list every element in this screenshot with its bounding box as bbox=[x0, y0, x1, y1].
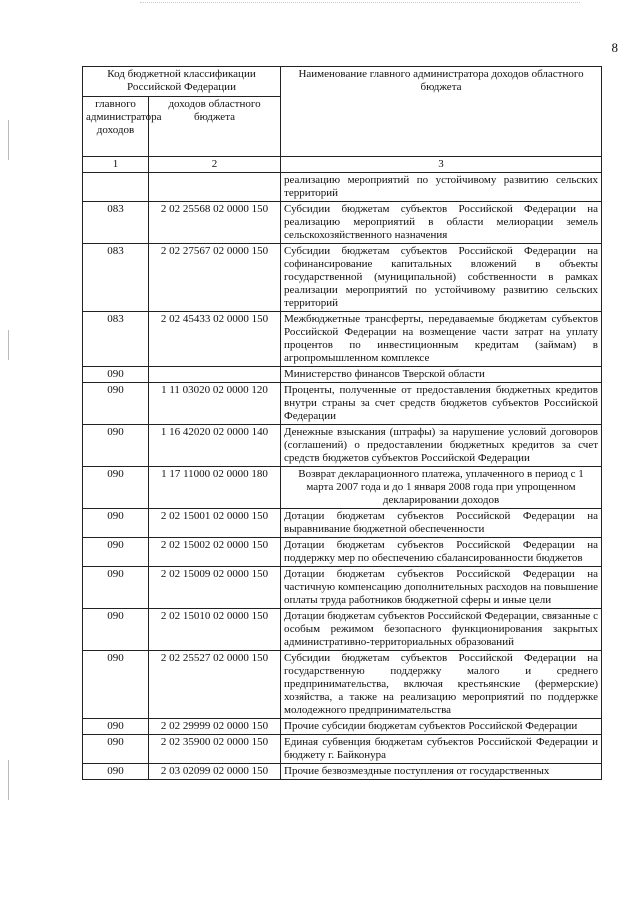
admin-code-cell: 090 bbox=[83, 425, 149, 467]
column-number-3: 3 bbox=[281, 157, 602, 173]
table-row bbox=[83, 719, 602, 735]
table-row bbox=[83, 609, 602, 651]
income-code-cell: 2 02 15001 02 0000 150 bbox=[149, 509, 281, 538]
name-cell: Субсидии бюджетам субъектов Российской Федерации на софинансирование капитальных вложений в объекты государственной (муниципальной) собственности в рамках реализации мероприятий по устойчивому развитию сельских территорий bbox=[281, 244, 602, 312]
admin-code-cell: 090 bbox=[83, 467, 149, 509]
admin-code-cell: 090 bbox=[83, 538, 149, 567]
income-code-cell: 2 02 35900 02 0000 150 bbox=[149, 735, 281, 764]
name-cell: Дотации бюджетам субъектов Российской Федерации на выравнивание бюджетной обеспеченности bbox=[281, 509, 602, 538]
income-code-cell: 2 02 15010 02 0000 150 bbox=[149, 609, 281, 651]
income-code-cell: 1 17 11000 02 0000 180 bbox=[149, 467, 281, 509]
column-number-1: 1 bbox=[83, 157, 149, 173]
name-cell: Денежные взыскания (штрафы) за нарушение условий договоров (соглашений) о предоставлении бюджетных кредитов за счет средств бюджетов субъектов Российской Федерации bbox=[281, 425, 602, 467]
header-group-title: Код бюджетной классификации Российской Федерации bbox=[83, 67, 281, 97]
name-cell: Прочие безвозмездные поступления от государственных bbox=[281, 764, 602, 780]
income-code-cell: 2 03 02099 02 0000 150 bbox=[149, 764, 281, 780]
table-row bbox=[83, 735, 602, 764]
income-code-cell: 2 02 15002 02 0000 150 bbox=[149, 538, 281, 567]
income-code-cell: 2 02 25527 02 0000 150 bbox=[149, 651, 281, 719]
income-code-cell: 2 02 15009 02 0000 150 bbox=[149, 567, 281, 609]
name-cell: Субсидии бюджетам субъектов Российской Федерации на реализацию мероприятий в области мелиорации земель сельскохозяйственного назначения bbox=[281, 202, 602, 244]
table-row bbox=[83, 567, 602, 609]
name-cell: Дотации бюджетам субъектов Российской Федерации на частичную компенсацию дополнительных расходов на повышение оплаты труда работников бюджетной сферы и иные цели bbox=[281, 567, 602, 609]
admin-code-cell: 090 bbox=[83, 651, 149, 719]
page-number: 8 bbox=[611, 40, 618, 55]
admin-code-cell: 083 bbox=[83, 202, 149, 244]
name-cell: Единая субвенция бюджетам субъектов Российской Федерации и бюджету г. Байконура bbox=[281, 735, 602, 764]
income-code-cell: 1 16 42020 02 0000 140 bbox=[149, 425, 281, 467]
table-row bbox=[83, 651, 602, 719]
income-code-cell bbox=[149, 367, 281, 383]
header-admin-column: главного администратора доходов bbox=[83, 97, 149, 157]
table-row bbox=[83, 312, 602, 367]
name-cell: реализацию мероприятий по устойчивому развитию сельских территорий bbox=[281, 173, 602, 202]
table-row bbox=[83, 173, 602, 202]
name-cell: Прочие субсидии бюджетам субъектов Российской Федерации bbox=[281, 719, 602, 735]
table-row bbox=[83, 764, 602, 780]
name-cell: Министерство финансов Тверской области bbox=[281, 367, 602, 383]
admin-code-cell: 090 bbox=[83, 509, 149, 538]
budget-classification-table bbox=[82, 66, 602, 780]
income-code-cell: 2 02 27567 02 0000 150 bbox=[149, 244, 281, 312]
admin-code-cell: 090 bbox=[83, 719, 149, 735]
header-income-column: доходов областного бюджета bbox=[149, 97, 281, 157]
table-row bbox=[83, 509, 602, 538]
name-cell: Проценты, полученные от предоставления бюджетных кредитов внутри страны за счет средств бюджетов субъектов Российской Федерации bbox=[281, 383, 602, 425]
table-row bbox=[83, 244, 602, 312]
scan-margin-mark bbox=[8, 330, 9, 360]
name-cell: Возврат декларационного платежа, уплаченного в период с 1 марта 2007 года и до 1 января 2008 года при упрощенном декларировании доходов bbox=[281, 467, 602, 509]
column-number-2: 2 bbox=[149, 157, 281, 173]
income-code-cell: 2 02 45433 02 0000 150 bbox=[149, 312, 281, 367]
admin-code-cell: 083 bbox=[83, 312, 149, 367]
table-row bbox=[83, 383, 602, 425]
name-cell: Субсидии бюджетам субъектов Российской Федерации на государственную поддержку малого и среднего предпринимательства, включая крестьянские (фермерские) хозяйства, а также на реализацию мероприятий по поддержке молодежного предпринимательства bbox=[281, 651, 602, 719]
table-row bbox=[83, 202, 602, 244]
admin-code-cell bbox=[83, 173, 149, 202]
admin-code-cell: 090 bbox=[83, 735, 149, 764]
name-cell: Дотации бюджетам субъектов Российской Федерации, связанные с особым режимом безопасного функционирования закрытых административно-территориальных образований bbox=[281, 609, 602, 651]
scan-margin-mark bbox=[8, 120, 9, 160]
income-code-cell: 2 02 29999 02 0000 150 bbox=[149, 719, 281, 735]
admin-code-cell: 083 bbox=[83, 244, 149, 312]
header-name-column: Наименование главного администратора доходов областного бюджета bbox=[281, 67, 602, 157]
name-cell: Дотации бюджетам субъектов Российской Федерации на поддержку мер по обеспечению сбалансированности бюджетов bbox=[281, 538, 602, 567]
table-row bbox=[83, 538, 602, 567]
income-code-cell: 1 11 03020 02 0000 120 bbox=[149, 383, 281, 425]
scan-margin-mark bbox=[8, 760, 9, 800]
admin-code-cell: 090 bbox=[83, 609, 149, 651]
admin-code-cell: 090 bbox=[83, 367, 149, 383]
table-row bbox=[83, 367, 602, 383]
scan-edge-noise bbox=[140, 2, 580, 4]
admin-code-cell: 090 bbox=[83, 383, 149, 425]
name-cell: Межбюджетные трансферты, передаваемые бюджетам субъектов Российской Федерации на возмещение части затрат на уплату процентов по инвестиционным кредитам (займам) в агропромышленном комплексе bbox=[281, 312, 602, 367]
income-code-cell: 2 02 25568 02 0000 150 bbox=[149, 202, 281, 244]
table-row bbox=[83, 467, 602, 509]
admin-code-cell: 090 bbox=[83, 567, 149, 609]
table-row bbox=[83, 425, 602, 467]
admin-code-cell: 090 bbox=[83, 764, 149, 780]
income-code-cell bbox=[149, 173, 281, 202]
